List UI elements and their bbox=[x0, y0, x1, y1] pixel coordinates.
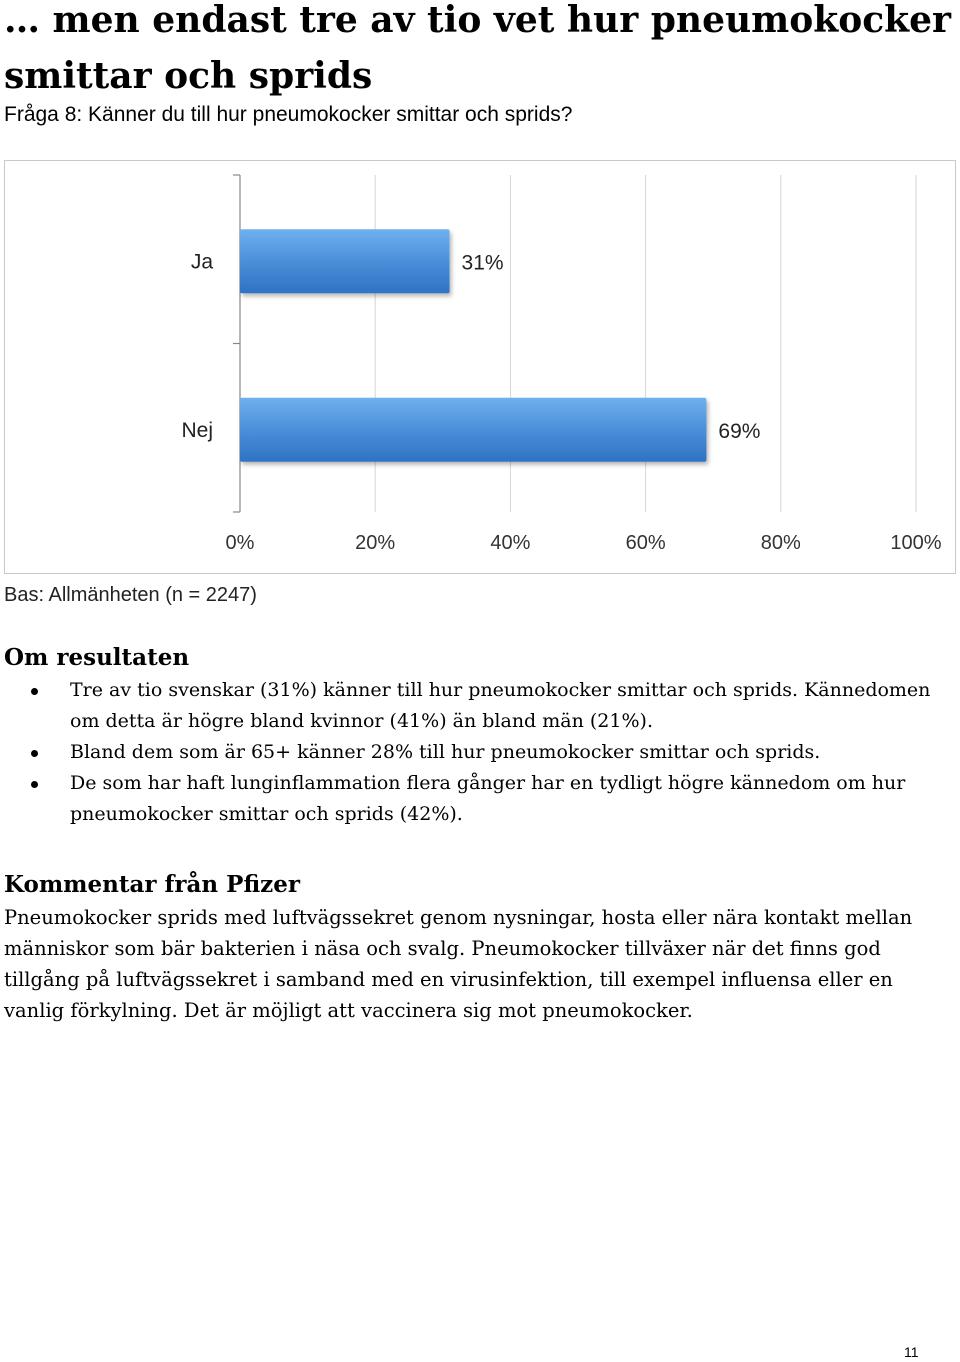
data-label: 69% bbox=[718, 419, 761, 443]
results-list bbox=[2, 675, 932, 830]
page-title: … men endast tre av tio vet hur pneumokocker smittar och sprids bbox=[4, 0, 951, 97]
comment-heading: Kommentar från Pfizer bbox=[4, 871, 300, 898]
data-label: 31% bbox=[461, 251, 504, 275]
x-tick-label: 100% bbox=[890, 532, 942, 554]
bullet-icon bbox=[31, 750, 38, 757]
category-label: Ja bbox=[190, 250, 213, 274]
bullet-icon bbox=[31, 781, 38, 788]
sample-base-note: Bas: Allmänheten (n = 2247) bbox=[4, 584, 257, 606]
x-tick-label: 0% bbox=[225, 532, 255, 554]
bullet-icon bbox=[31, 688, 38, 695]
list-item: Tre av tio svenskar (31%) känner till hur pneumokocker smittar och sprids. Kännedomen om detta är högre bland kvinnor (41%) än bland män (21%). bbox=[2, 675, 932, 737]
bar-chart-frame bbox=[4, 160, 956, 574]
comment-text: Pneumokocker sprids med luftvägssekret genom nysningar, hosta eller nära kontakt mellan människor som bär bakterien i näsa och svalg. Pneumokocker tillväxer när det finns god tillgång på luftvägssekret i samband med en virusinfektion, till exempel influensa eller en vanlig förkylning. Det är möjligt att vaccinera sig mot pneumokocker. bbox=[4, 906, 913, 1022]
bar-nej bbox=[240, 398, 706, 462]
bar-ja bbox=[240, 229, 450, 293]
x-tick-label: 20% bbox=[355, 532, 396, 554]
results-heading: Om resultaten bbox=[4, 644, 190, 671]
bar-chart bbox=[0, 0, 960, 600]
list-item: De som har haft lunginflammation flera gånger har en tydligt högre kännedom om hur pneumokocker smittar och sprids (42%). bbox=[2, 768, 932, 830]
x-tick-label: 80% bbox=[760, 532, 801, 554]
list-item: Bland dem som är 65+ känner 28% till hur pneumokocker smittar och sprids. bbox=[2, 737, 932, 768]
category-label: Nej bbox=[181, 418, 213, 442]
survey-question: Fråga 8: Känner du till hur pneumokocker smittar och sprids? bbox=[4, 103, 573, 126]
page-number: 11 bbox=[904, 1344, 919, 1360]
x-tick-label: 40% bbox=[490, 532, 531, 554]
x-tick-label: 60% bbox=[625, 532, 666, 554]
